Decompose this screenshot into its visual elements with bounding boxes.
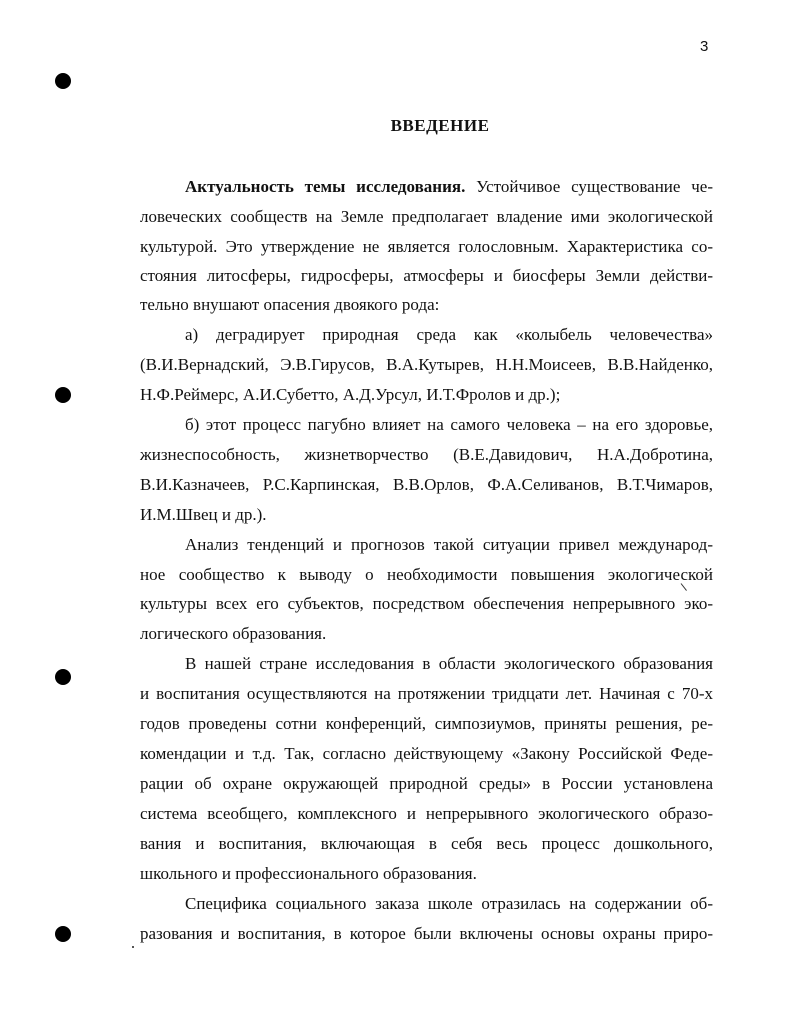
text-line: вания и воспитания, включающая в себя весь процесс дошкольного, bbox=[140, 834, 713, 853]
scan-speck bbox=[132, 946, 134, 948]
text-line: культуры всех его субъектов, посредством обеспечения непрерывного эко- bbox=[140, 594, 713, 613]
text-line: б) этот процесс пагубно влияет на самого человека – на его здоровье, bbox=[185, 415, 713, 434]
text-line: Анализ тенденций и прогнозов такой ситуации привел международ- bbox=[185, 535, 713, 554]
punch-hole bbox=[55, 669, 71, 685]
text-line: культурой. Это утверждение не является голословным. Характеристика со- bbox=[140, 237, 713, 256]
text-line: ное сообщество к выводу о необходимости повышения экологической bbox=[140, 565, 713, 584]
page-number: 3 bbox=[700, 38, 709, 55]
text-line: В.И.Казначеев, Р.С.Карпинская, В.В.Орлов, Ф.А.Селиванов, В.Т.Чимаров, bbox=[140, 475, 713, 494]
text-line: а) деградирует природная среда как «колыбель человечества» bbox=[185, 325, 713, 344]
text-line: И.М.Швец и др.). bbox=[140, 505, 267, 524]
punch-hole bbox=[55, 926, 71, 942]
text-line: жизнеспособность, жизнетворчество (В.Е.Давидович, Н.А.Добротина, bbox=[140, 445, 713, 464]
text-line: комендации и т.д. Так, согласно действующему «Закону Российской Феде- bbox=[140, 744, 713, 763]
page-title: ВВЕДЕНИЕ bbox=[390, 116, 490, 135]
text-line: тельно внушают опасения двоякого рода: bbox=[140, 295, 440, 314]
text-line: ловеческих сообществ на Земле предполагает владение ими экологической bbox=[140, 207, 713, 226]
section-lead: Актуальность темы исследования. bbox=[185, 177, 466, 196]
text-line bbox=[185, 177, 713, 197]
text-line: В нашей стране исследования в области экологического образования bbox=[185, 654, 713, 673]
text-line: Специфика социального заказа школе отразилась на содержании об- bbox=[185, 894, 713, 913]
text-line: стояния литосферы, гидросферы, атмосферы и биосферы Земли действи- bbox=[140, 266, 713, 285]
punch-hole bbox=[55, 73, 71, 89]
punch-hole bbox=[55, 387, 71, 403]
text-line: годов проведены сотни конференций, симпозиумов, приняты решения, ре- bbox=[140, 714, 713, 733]
text-line: система всеобщего, комплексного и непрерывного экологического образо- bbox=[140, 804, 713, 823]
text-line: логического образования. bbox=[140, 624, 327, 643]
text-line: школьного и профессионального образования. bbox=[140, 864, 477, 883]
text-line: разования и воспитания, в которое были включены основы охраны приро- bbox=[140, 924, 713, 943]
text-line: Н.Ф.Реймерс, А.И.Субетто, А.Д.Урсул, И.Т.Фролов и др.); bbox=[140, 385, 561, 404]
text-line: и воспитания осуществляются на протяжении тридцати лет. Начиная с 70-х bbox=[140, 684, 713, 703]
text-line: (В.И.Вернадский, Э.В.Гирусов, В.А.Кутырев, Н.Н.Моисеев, В.В.Найденко, bbox=[140, 355, 713, 374]
text-line: рации об охране окружающей природной среды» в России установлена bbox=[140, 774, 713, 793]
text-run: Устойчивое существование че- bbox=[465, 177, 714, 196]
